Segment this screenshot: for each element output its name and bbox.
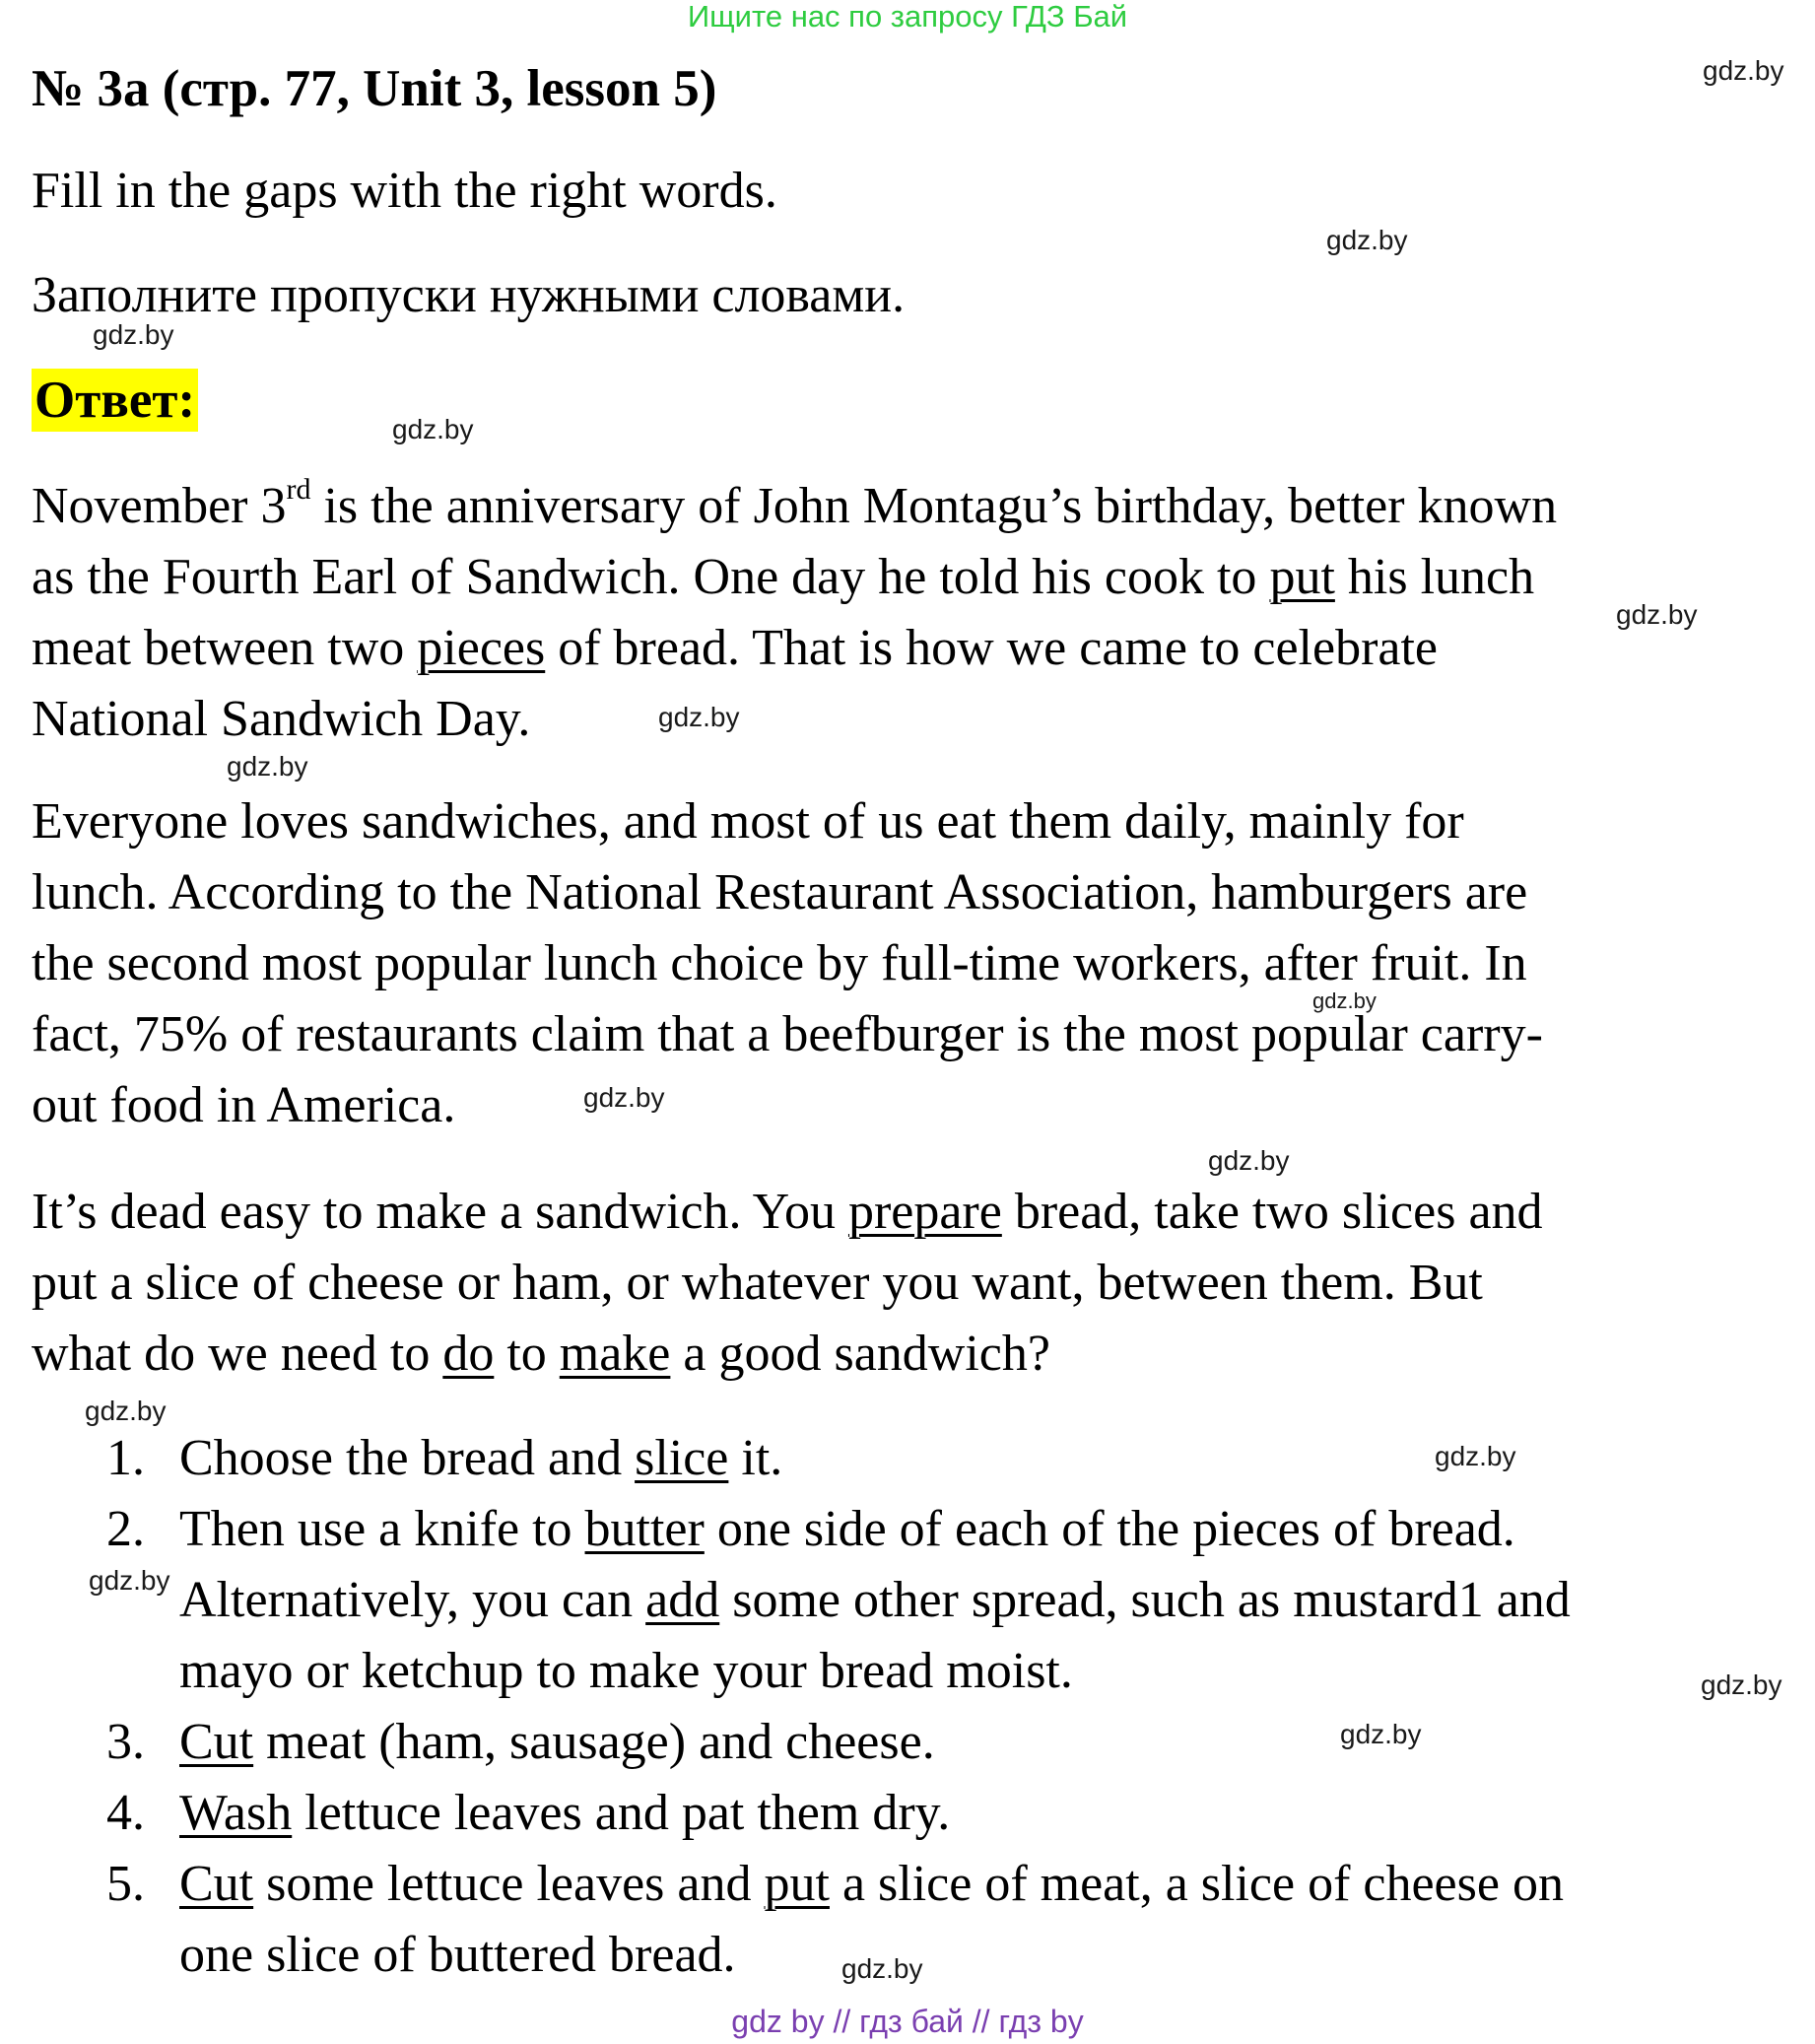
answer-label: Ответ: — [32, 369, 198, 432]
p3-line-2: put a slice of cheese or ham, or whatever you want, between them. But — [32, 1255, 1483, 1311]
watermark: gdz.by — [85, 1396, 167, 1426]
p2-line-3: the second most popular lunch choice by full-time workers, after fruit. In — [32, 935, 1527, 991]
watermark: gdz.by — [583, 1082, 665, 1113]
step-4: 4. Wash lettuce leaves and pat them dry. — [106, 1785, 951, 1841]
p1-line-3: meat between two pieces of bread. That is how we came to celebrate — [32, 620, 1438, 676]
step-3: 3. Cut meat (ham, sausage) and cheese. — [106, 1714, 935, 1770]
p1-line-2: as the Fourth Earl of Sandwich. One day he told his cook to put his lunch — [32, 549, 1535, 605]
answer-word: slice — [635, 1430, 729, 1486]
watermark: gdz.by — [227, 751, 308, 782]
footer-links: gdz by // гдз бай // гдз by — [731, 2004, 1084, 2039]
p1-line-1: November 3rd is the anniversary of John Montagu’s birthday, better known — [32, 473, 1558, 534]
watermark: gdz.by — [658, 702, 740, 732]
answer-word: Wash — [179, 1785, 293, 1841]
watermark: gdz.by — [1616, 599, 1698, 630]
watermark: gdz.by — [1312, 988, 1377, 1013]
watermark: gdz.by — [841, 1953, 923, 1984]
answer-word: add — [645, 1572, 720, 1628]
answer-word: Cut — [179, 1856, 254, 1912]
answer-word: make — [559, 1326, 671, 1382]
step-1: 1. Choose the bread and slice it. — [106, 1430, 783, 1486]
answer-word: put — [1269, 549, 1335, 605]
watermark: gdz.by — [1701, 1669, 1782, 1700]
search-banner: Ищите нас по запросу ГДЗ Бай — [687, 0, 1128, 34]
step-2-line-2: Alternatively, you can add some other spread, such as mustard1 and — [179, 1572, 1571, 1628]
p3-line-3: what do we need to do to make a good sandwich? — [32, 1326, 1050, 1382]
p2-line-5: out food in America. — [32, 1077, 456, 1133]
answer-word: put — [764, 1856, 830, 1912]
p1-line-4: National Sandwich Day. — [32, 691, 531, 747]
page-title: № 3а (стр. 77, Unit 3, lesson 5) — [32, 60, 717, 117]
answer-word: pieces — [417, 620, 546, 676]
p2-line-1: Everyone loves sandwiches, and most of us eat them daily, mainly for — [32, 793, 1464, 850]
watermark: gdz.by — [1326, 225, 1408, 255]
watermark: gdz.by — [1340, 1719, 1422, 1749]
watermark: gdz.by — [89, 1565, 170, 1596]
p2-line-2: lunch. According to the National Restaurant Association, hamburgers are — [32, 864, 1528, 920]
watermark: gdz.by — [1703, 55, 1784, 86]
step-5: 5. Cut some lettuce leaves and put a slice of meat, a slice of cheese on — [106, 1856, 1564, 1912]
watermark: gdz.by — [1435, 1441, 1516, 1471]
answer-word: prepare — [847, 1184, 1002, 1240]
p3-line-1: It’s dead easy to make a sandwich. You prepare bread, take two slices and — [32, 1184, 1543, 1240]
step-2: 2. Then use a knife to butter one side of each of the pieces of bread. — [106, 1501, 1515, 1557]
p2-line-4: fact, 75% of restaurants claim that a beefburger is the most popular carry- — [32, 1006, 1543, 1062]
watermark: gdz.by — [392, 414, 474, 444]
task-instruction-ru: Заполните пропуски нужными словами. — [32, 267, 906, 323]
watermark: gdz.by — [1208, 1145, 1290, 1176]
answer-word: butter — [584, 1501, 705, 1557]
task-instruction-en: Fill in the gaps with the right words. — [32, 163, 777, 219]
answer-word: Cut — [179, 1714, 254, 1770]
step-5-line-2: one slice of buttered bread. — [179, 1927, 736, 1983]
step-2-line-3: mayo or ketchup to make your bread moist. — [179, 1643, 1073, 1699]
answer-word: do — [442, 1326, 495, 1382]
watermark: gdz.by — [93, 319, 174, 350]
